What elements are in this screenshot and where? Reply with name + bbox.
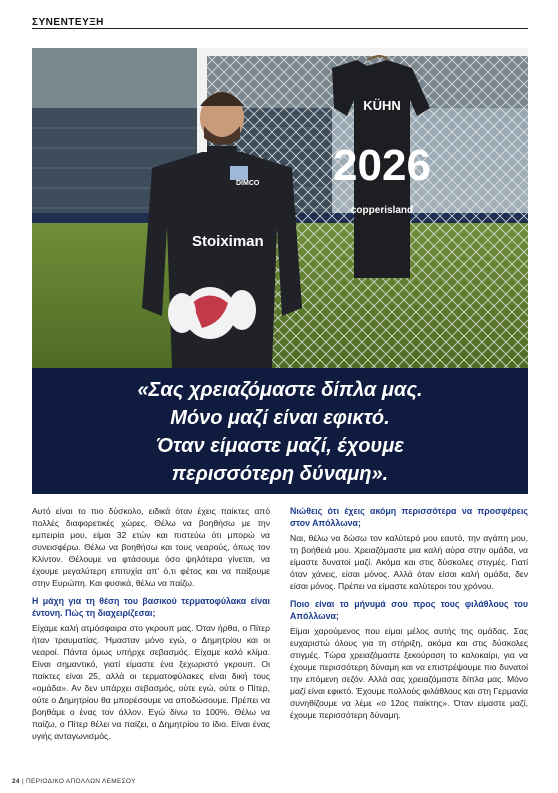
jersey-number: 2026 xyxy=(333,141,431,190)
jersey-name: KÜHN xyxy=(363,98,401,113)
interview-question: Η μάχη για τη θέση του βασικού τερματοφύλακα είναι έντονη. Πώς τη διαχειρίζεσαι; xyxy=(32,596,270,618)
section-header xyxy=(32,12,528,34)
quote-line: περισσότερη δύναμη». xyxy=(171,463,389,485)
section-title: ΣΥΝΕΝΤΕΥΞΗ xyxy=(32,17,104,28)
jersey-sponsor: copperisland xyxy=(350,205,414,216)
paragraph: Ναι, θέλω να δώσω τον καλύτερό μου εαυτό, την αγάπη μου, τη βοήθειά μου. Χρειαζόμαστε μια καλή αύρα στην ομάδα, να είμαστε δυνατοί μαζί. Ακόμα και στις δύσκολες στιγμές. Γιατί όταν χάνεις, είσαι μόνος. Αλλά όταν είσαι καλή ομάδα, δεν είσαι μόνος. Πρέπει να είμαστε καλύτεροι του χρόνου. xyxy=(290,533,528,591)
interview-question: Νιώθεις ότι έχεις ακόμη περισσότερα να προσφέρεις στον Απόλλωνα; xyxy=(290,506,528,528)
quote-line: Μόνο μαζί είναι εφικτό. xyxy=(170,407,390,429)
quote-line: Όταν είμαστε μαζί, έχουμε xyxy=(156,435,404,457)
kit-sponsor: Stoiximan xyxy=(192,233,264,250)
paragraph: Είχαμε καλή ατμόσφαιρα στο γκρουπ μας. Όταν ήρθα, ο Πίτερ ήταν τραυματίας. Ήμασταν μόνο εγώ, ο Δημητρίου και οι νεαροί. Πάντα όμως υπήρχε σεβασμός. Είχαμε καλό κλίμα. Είναι σημαντικό, γιατί είμαστε ένα ξεχωριστό γκρουπ. Οι παίκτες είναι 25, αλλά οι τερματοφύλακες είναι δική τους «ομάδα». Αν δεν υπάρχει σεβασμός, ούτε εγώ, ούτε ο Πίτερ, ούτε ο Δημητρίου θα μπορέσουμε να αποδώσουμε. Πρέπει να βοηθάμε ο ένας τον άλλον. Εγώ δίνω το 100%. Θέλω να παίζω, ο Πίτερ θέλει να παίζει, ο Δημητρίου το ίδιο. Είναι ένας υγιής ανταγωνισμός. xyxy=(32,623,270,741)
publication-name: | ΠΕΡΙΟΔΙΚΟ ΑΠΟΛΛΩΝ ΛΕΜΕΣΟΥ xyxy=(21,778,136,785)
interview-question: Ποιο είναι το μήνυμά σου προς τους φιλάθλους του Απόλλωνα; xyxy=(290,599,528,621)
paragraph: Αυτό είναι το πιο δύσκολο, ειδικά όταν έχεις παίκτες από πολλές διαφορετικές χώρες. Θέλω να βοηθήσω με την εμπειρία μου, είμαι 32 ετών και πιστεύω ότι μπορώ να συνεισφέρω. Θέλω να βοηθήσω και τους νεαρούς, όπως τον Κλίντον. Θέλουμε να φτάσουμε όσο ψηλότερα γίνεται, να έχουμε μεγαλύτερη επιτυχία απ' ό,τι φέτος και να παίξουμε στην Ευρώπη. Και φυσικά, θέλω να παίζω. xyxy=(32,506,270,588)
page-number: 24 xyxy=(12,778,20,785)
article-column-right xyxy=(290,505,528,727)
sleeve-logo: DIMCO xyxy=(236,180,260,187)
player-photo xyxy=(32,48,528,368)
paragraph: Είμαι χαρούμενος που είμαι μέλος αυτής της ομάδας. Σας ευχαριστώ όλους για τη στήριξη, ακόμα και στις δύσκολες στιγμές. Τώρα χρειαζόμαστε ξεκούραση το καλοκαίρι, για να έχουμε περισσότερη δύναμη και να επιστρέψουμε πιο δυνατοί την επόμενη σεζόν. Αλλά σας χρειαζόμαστε δίπλα μας. Μόνο μαζί είναι εφικτό. Έχουμε πολλούς φιλάθλους και στη Γερμανία συνηθίζουμε να λέμε «ο 12ος παίκτης». Όταν είμαστε μαζί, έχουμε περισσότερη δύναμη. xyxy=(290,626,528,720)
article-column-left xyxy=(32,505,270,748)
page-footer xyxy=(12,778,136,785)
quote-line: «Σας χρειαζόμαστε δίπλα μας. xyxy=(137,379,423,401)
section-rule xyxy=(32,28,528,29)
pull-quote xyxy=(32,368,528,494)
photo-illustration xyxy=(32,48,528,368)
